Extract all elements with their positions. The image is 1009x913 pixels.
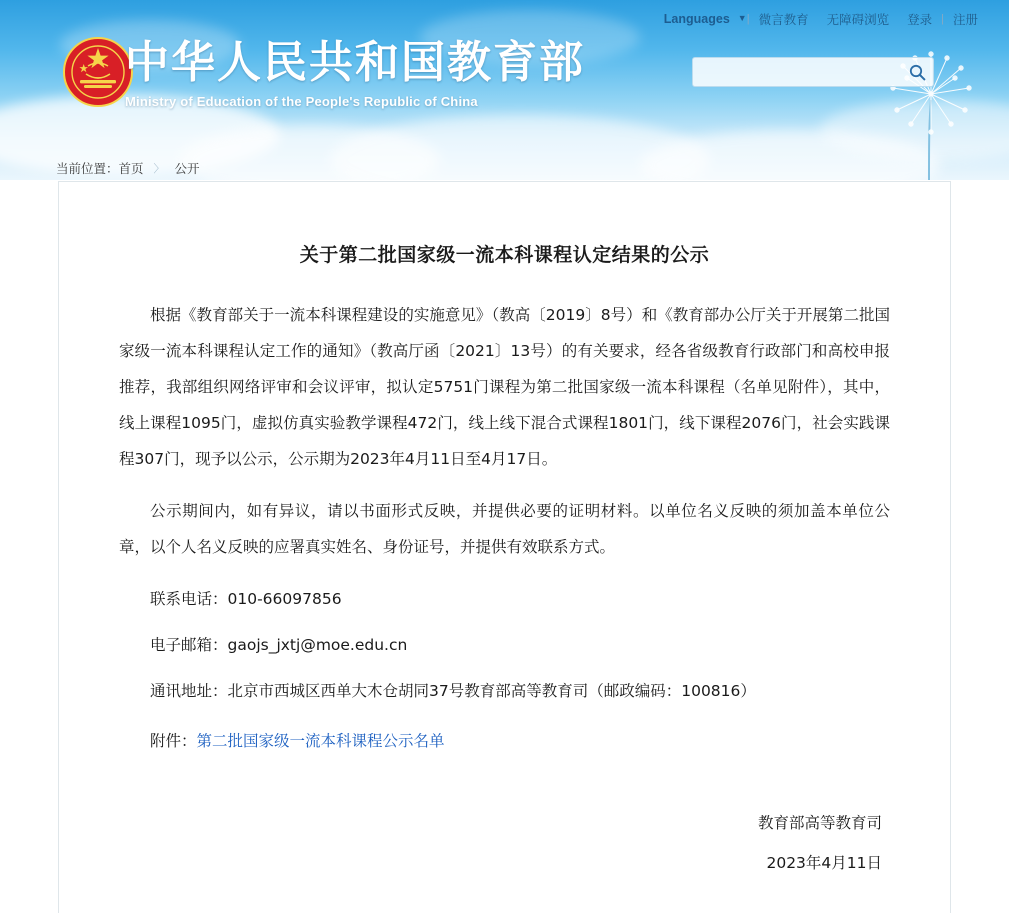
search-box[interactable] [692,57,934,87]
login-link[interactable]: 登录 [907,13,933,27]
document-card [58,181,951,913]
attachment-link[interactable]: 第二批国家级一流本科课程公示名单 [196,732,445,750]
link-divider: | [941,13,944,25]
search-input[interactable] [693,65,901,79]
national-emblem-icon [62,36,134,108]
search-icon [909,64,926,81]
document-paragraph-2: 公示期间内，如有异议，请以书面形式反映，并提供必要的证明材料。以单位名义反映的须加盖本单位公章，以个人名义反映的应署真实姓名、身份证号，并提供有效联系方式。 [119,502,890,556]
breadcrumb-item-home[interactable]: 首页 [118,162,144,176]
signature-organization: 教育部高等教育司 [757,814,882,832]
site-title-cn: 中华人民共和国教育部 [125,37,585,88]
site-title-en: Ministry of Education of the People's Republic of China [125,94,478,109]
attachment-label: 附件： [150,732,197,750]
attachment-line [119,723,890,759]
top-utility-links [655,10,987,28]
wechat-edu-link[interactable]: 微言教育 [758,13,809,27]
accessibility-link[interactable]: 无障碍浏览 [826,13,890,27]
contact-address: 通讯地址：北京市西城区西单大木仓胡同37号教育部高等教育司（邮政编码：100816） [150,682,756,700]
contact-email: 电子邮箱：gaojs_jxtj@moe.edu.cn [150,636,408,654]
breadcrumb-separator-icon: 〉 [153,163,165,175]
site-banner [0,0,1009,180]
document-paragraph-1: 根据《教育部关于一流本科课程建设的实施意见》（教高〔2019〕8号）和《教育部办公厅关于开展第二批国家级一流本科课程认定工作的通知》（教高厅函〔2021〕13号）的有关要求，经各省级教育行政部门和高校申报推荐，我部组织网络评审和会议评审，拟认定5751门课程为第二批国家级一流本科课程（名单见附件），其中，线上课程1095门，虚拟仿真实验教学课程472门，线上线下混合式课程1801门，线下课程2076门，社会实践课程307门，现予以公示，公示期为2023年4月11日至4月17日。 [119,306,890,468]
contact-phone: 联系电话：010-66097856 [150,590,342,608]
breadcrumb-label: 当前位置： [56,162,119,176]
link-divider: | [746,13,750,25]
document-signature [119,803,890,883]
signature-date: 2023年4月11日 [766,854,882,872]
breadcrumb-item-public[interactable]: 公开 [174,162,200,176]
search-button[interactable] [901,59,933,85]
register-link[interactable]: 注册 [952,13,978,27]
languages-link[interactable]: Languages [663,12,730,26]
breadcrumb [0,155,1009,181]
page-title: 关于第二批国家级一流本科课程认定结果的公示 [299,244,710,266]
site-title-block [125,36,585,109]
chevron-down-icon: ▼ [737,13,747,23]
